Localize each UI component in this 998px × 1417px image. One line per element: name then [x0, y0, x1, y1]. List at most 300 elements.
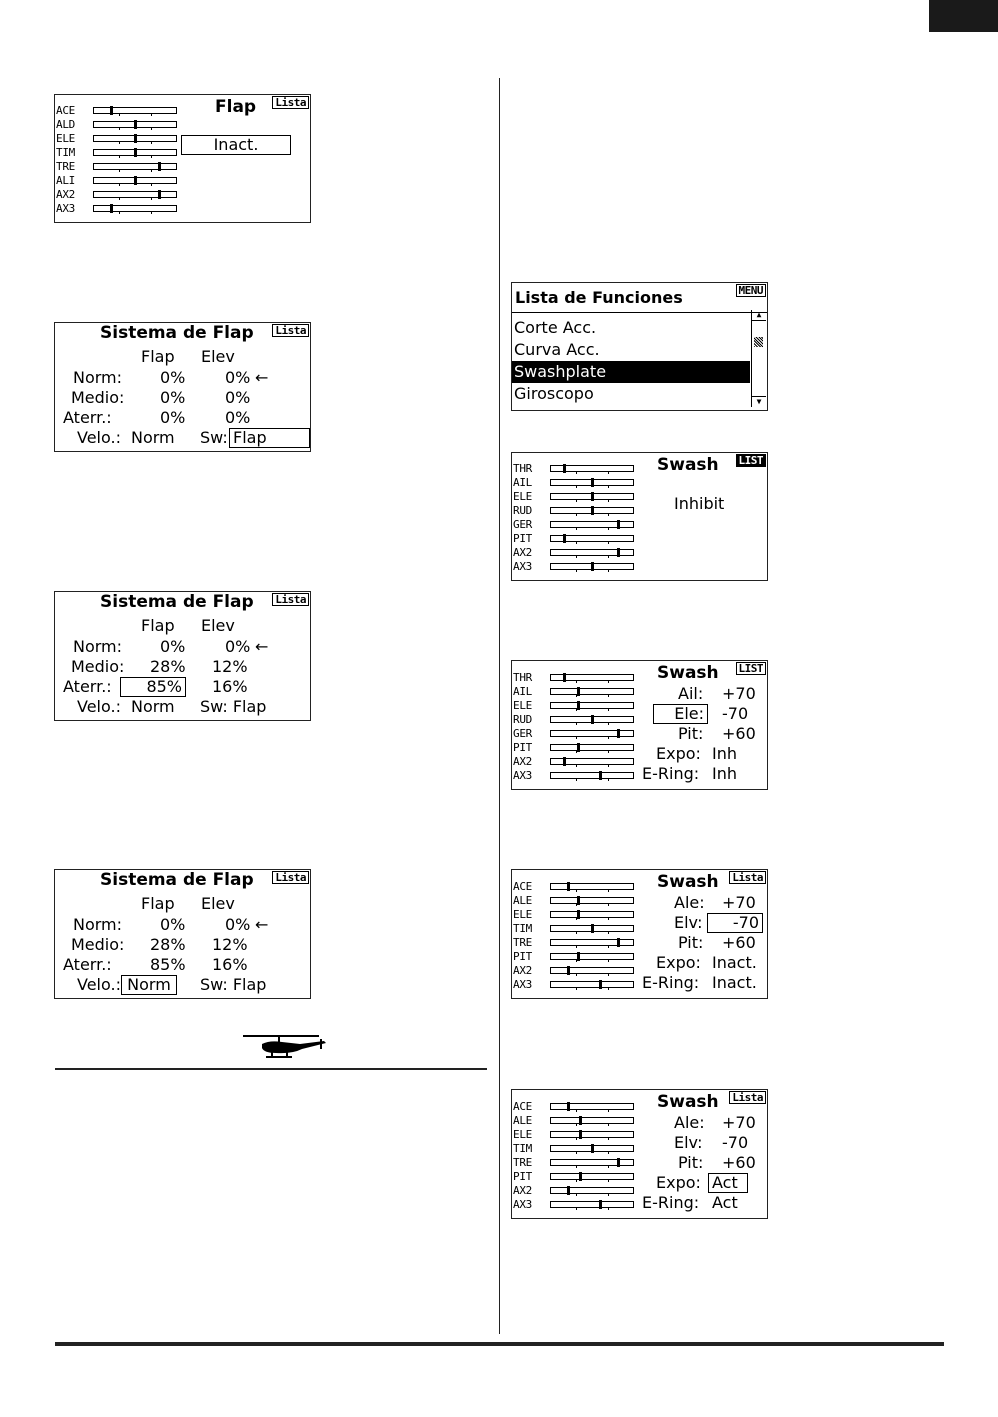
channel-bar [550, 939, 634, 946]
helicopter-icon [240, 1034, 330, 1062]
screen-title: Swash [657, 663, 719, 683]
channel-tick [119, 128, 120, 130]
channel-bar [550, 911, 634, 918]
channel-bar [550, 688, 634, 695]
channel-tick [608, 709, 609, 711]
channel-label: ALE [513, 1114, 532, 1127]
switch-text[interactable]: Sw: Flap [200, 697, 267, 716]
channel-label: RUD [513, 504, 532, 517]
channel-tick [151, 170, 152, 172]
channel-position-marker [599, 980, 602, 989]
elev-column-header: Elev [201, 347, 235, 366]
channel-bar [93, 149, 177, 156]
row-label: Aterr.: [63, 955, 112, 974]
channel-bar [550, 535, 634, 542]
channel-position-marker [599, 1200, 602, 1209]
channel-position-marker [577, 910, 580, 919]
channel-label: ACE [513, 1100, 532, 1113]
screen-title: Swash [657, 1092, 719, 1112]
screen-title: Sistema de Flap [100, 323, 254, 343]
list-item[interactable]: Curva Acc. [514, 340, 600, 359]
velo-value[interactable]: Norm [131, 428, 175, 447]
menu-badge[interactable]: MENU [736, 284, 767, 297]
channel-position-marker [563, 673, 566, 682]
channel-tick [576, 932, 577, 934]
channel-tick [576, 737, 577, 739]
channel-bar [550, 953, 634, 960]
channel-tick [151, 212, 152, 214]
elev-value[interactable]: 12% [212, 935, 248, 954]
swash-value[interactable]: +70 [722, 1113, 756, 1132]
channel-bar [93, 107, 177, 114]
channel-position-marker [158, 162, 161, 171]
channel-position-marker [591, 1144, 594, 1153]
channel-position-marker [563, 464, 566, 473]
channel-tick [151, 114, 152, 116]
elev-value[interactable]: 0% [225, 408, 251, 427]
channel-bar [550, 674, 634, 681]
channel-label: AX2 [56, 188, 75, 201]
flap-inhibit-screen [54, 94, 311, 223]
channel-tick [608, 1138, 609, 1140]
channel-label: ELE [513, 908, 532, 921]
channel-tick [151, 142, 152, 144]
channel-tick [608, 918, 609, 920]
channel-tick [608, 904, 609, 906]
switch-label: Sw: [200, 428, 228, 447]
channel-position-marker [599, 771, 602, 780]
channel-position-marker [617, 548, 620, 557]
channel-label: ACE [56, 104, 75, 117]
swash-value[interactable]: -70 [722, 1133, 749, 1152]
flap-value[interactable]: 0% [160, 637, 186, 656]
channel-position-marker [577, 687, 580, 696]
swash-label: Expo: [656, 953, 701, 972]
list-badge[interactable]: Lista [272, 96, 309, 109]
channel-bar [550, 897, 634, 904]
channel-label: THR [513, 671, 532, 684]
channel-bar [550, 883, 634, 890]
channel-tick [576, 1166, 577, 1168]
channel-label: ELE [56, 132, 75, 145]
channel-position-marker [591, 492, 594, 501]
channel-position-marker [134, 134, 137, 143]
flap-value[interactable]: 0% [160, 915, 186, 934]
channel-tick [576, 765, 577, 767]
channel-tick [608, 681, 609, 683]
channel-label: TIM [56, 146, 75, 159]
list-item-selected[interactable]: Swashplate [512, 361, 750, 383]
channel-tick [576, 1152, 577, 1154]
channel-position-marker [577, 952, 580, 961]
row-label: Medio: [71, 388, 125, 407]
channel-bar [93, 191, 177, 198]
arrow-indicator-icon: ← [255, 368, 269, 387]
swash-value[interactable]: +60 [722, 1153, 756, 1172]
channel-position-marker [567, 1186, 570, 1195]
channel-bar [550, 521, 634, 528]
channel-tick [119, 114, 120, 116]
elev-value[interactable]: 0% [225, 368, 251, 387]
channel-tick [608, 751, 609, 753]
channel-tick [576, 1194, 577, 1196]
channel-position-marker [134, 176, 137, 185]
swash-label: Expo: [656, 744, 701, 763]
swash-value-selected[interactable]: -70 [707, 913, 763, 933]
channel-tick [608, 960, 609, 962]
screen-title: Flap [215, 97, 257, 117]
channel-position-marker [617, 520, 620, 529]
velo-label: Velo.: [77, 697, 121, 716]
channel-label: AX2 [513, 1184, 532, 1197]
channel-bar [550, 716, 634, 723]
channel-tick [576, 542, 577, 544]
flap-value[interactable]: 0% [160, 388, 186, 407]
flap-value[interactable]: 0% [160, 408, 186, 427]
channel-position-marker [577, 701, 580, 710]
elev-value[interactable]: 16% [212, 677, 248, 696]
channel-label: AX3 [513, 769, 532, 782]
swash-value[interactable]: +70 [722, 684, 756, 703]
title-divider [512, 312, 767, 313]
channel-tick [119, 198, 120, 200]
channel-tick [576, 1138, 577, 1140]
channel-position-marker [591, 506, 594, 515]
channel-tick [608, 779, 609, 781]
channel-tick [576, 890, 577, 892]
channel-bar [93, 135, 177, 142]
channel-tick [608, 974, 609, 976]
channel-label: PIT [513, 532, 532, 545]
channel-tick [608, 528, 609, 530]
channel-tick [608, 486, 609, 488]
swash-label: Elv: [674, 1133, 703, 1152]
swash-label: Expo: [656, 1173, 701, 1192]
channel-bar [550, 1173, 634, 1180]
elev-value[interactable]: 16% [212, 955, 248, 974]
flap-value[interactable]: 0% [160, 368, 186, 387]
channel-label: ELE [513, 699, 532, 712]
channel-position-marker [617, 729, 620, 738]
channel-bar [550, 772, 634, 779]
screen-title: Sistema de Flap [100, 870, 254, 890]
channel-bar [550, 1117, 634, 1124]
channel-bar [550, 479, 634, 486]
list-item[interactable]: Giroscopo [514, 384, 594, 403]
channel-tick [608, 946, 609, 948]
swash-value[interactable]: -70 [722, 704, 749, 723]
elev-column-header: Elev [201, 616, 235, 635]
channel-bar [93, 121, 177, 128]
channel-bar [550, 981, 634, 988]
channel-tick [608, 570, 609, 572]
flap-column-header: Flap [141, 616, 175, 635]
channel-tick [119, 184, 120, 186]
switch-value-field[interactable]: Flap [229, 428, 310, 448]
page-tab-marker [929, 0, 998, 32]
channel-tick [576, 1208, 577, 1210]
row-label: Aterr.: [63, 408, 112, 427]
section-rule [55, 1068, 487, 1070]
channel-bar [93, 163, 177, 170]
channel-bar [550, 925, 634, 932]
channel-tick [608, 1152, 609, 1154]
channel-tick [608, 1208, 609, 1210]
channel-label: AIL [513, 685, 532, 698]
elev-value[interactable]: 0% [225, 637, 251, 656]
flap-column-header: Flap [141, 894, 175, 913]
swash-value-selected[interactable]: Act [708, 1173, 748, 1193]
channel-tick [576, 486, 577, 488]
channel-position-marker [134, 120, 137, 129]
flap-system-screen-2 [54, 591, 311, 721]
channel-tick [576, 570, 577, 572]
channel-tick [608, 765, 609, 767]
channel-bar [550, 465, 634, 472]
channel-tick [576, 723, 577, 725]
flap-value[interactable]: 28% [150, 657, 186, 676]
channel-bar [550, 493, 634, 500]
channel-tick [151, 156, 152, 158]
swash-label: E-Ring: [642, 1193, 700, 1212]
swash-value[interactable]: +60 [722, 933, 756, 952]
elev-column-header: Elev [201, 894, 235, 913]
channel-bar [550, 730, 634, 737]
channel-tick [576, 974, 577, 976]
channel-tick [608, 1194, 609, 1196]
channel-tick [608, 737, 609, 739]
channel-tick [608, 695, 609, 697]
velo-label: Velo.: [77, 428, 121, 447]
channel-label: ACE [513, 880, 532, 893]
screen-title: Swash [657, 455, 719, 475]
arrow-indicator-icon: ← [255, 637, 269, 656]
row-label: Aterr.: [63, 677, 112, 696]
channel-tick [576, 528, 577, 530]
channel-label: AX3 [513, 1198, 532, 1211]
flap-status-field[interactable]: Inact. [181, 135, 291, 155]
channel-tick [576, 946, 577, 948]
channel-tick [608, 723, 609, 725]
channel-label: AX3 [56, 202, 75, 215]
channel-bar [550, 1145, 634, 1152]
channel-tick [608, 890, 609, 892]
channel-position-marker [134, 148, 137, 157]
channel-position-marker [617, 938, 620, 947]
channel-label: AX2 [513, 964, 532, 977]
channel-label: GER [513, 518, 532, 531]
scroll-up-icon[interactable]: ▲ [752, 310, 766, 321]
swash-value[interactable]: +60 [722, 724, 756, 743]
channel-position-marker [567, 1102, 570, 1111]
swash-label: E-Ring: [642, 973, 700, 992]
screen-title: Swash [657, 872, 719, 892]
swash-value[interactable]: Act [712, 1193, 738, 1212]
swash-screen-es-1 [511, 869, 768, 999]
flap-value[interactable]: 85% [150, 955, 186, 974]
channel-tick [608, 514, 609, 516]
screen-title: Sistema de Flap [100, 592, 254, 612]
swash-label-selected[interactable]: Ele: [653, 704, 708, 724]
channel-bar [550, 1159, 634, 1166]
elev-value[interactable]: 0% [225, 388, 251, 407]
channel-label: THR [513, 462, 532, 475]
channel-label: AX2 [513, 755, 532, 768]
channel-tick [151, 128, 152, 130]
channel-bar [550, 1201, 634, 1208]
channel-label: TIM [513, 1142, 532, 1155]
list-badge[interactable]: LIST [736, 662, 767, 675]
swash-inhibit-screen [511, 452, 768, 581]
channel-label: TIM [513, 922, 532, 935]
channel-bar [93, 205, 177, 212]
channel-label: ELE [513, 1128, 532, 1141]
channel-label: TRE [513, 1156, 532, 1169]
channel-label: PIT [513, 950, 532, 963]
screen-title: Lista de Funciones [515, 288, 683, 307]
swash-value[interactable]: Inh [712, 744, 737, 763]
scroll-thumb[interactable] [754, 337, 763, 347]
list-badge[interactable]: LIST [736, 454, 767, 467]
channel-position-marker [591, 924, 594, 933]
channel-bar [550, 1131, 634, 1138]
row-label: Norm: [73, 637, 123, 656]
swash-value[interactable]: Inh [712, 764, 737, 783]
flap-system-screen-3 [54, 869, 311, 999]
channel-tick [608, 932, 609, 934]
scroll-down-icon[interactable]: ▼ [752, 396, 766, 407]
channel-bar [550, 507, 634, 514]
channel-label: RUD [513, 713, 532, 726]
channel-tick [151, 184, 152, 186]
channel-label: TRE [513, 936, 532, 949]
channel-label: AIL [513, 476, 532, 489]
flap-system-screen-1 [54, 322, 311, 452]
footer-rule [55, 1342, 944, 1346]
swash-label: Ale: [674, 893, 705, 912]
velo-label: Velo.: [77, 975, 121, 994]
row-label: Norm: [73, 368, 123, 387]
channel-position-marker [110, 106, 113, 115]
channel-label: ELE [513, 490, 532, 503]
elev-value[interactable]: 0% [225, 915, 251, 934]
list-item[interactable]: Corte Acc. [514, 318, 597, 337]
list-badge[interactable]: Lista [729, 1091, 766, 1104]
channel-label: AX3 [513, 978, 532, 991]
channel-tick [119, 170, 120, 172]
swash-label: Pit: [678, 1153, 704, 1172]
switch-text[interactable]: Sw: Flap [200, 975, 267, 994]
channel-tick [119, 212, 120, 214]
channel-tick [576, 1110, 577, 1112]
swash-label: E-Ring: [642, 764, 700, 783]
channel-bar [550, 563, 634, 570]
channel-label: ALD [56, 118, 75, 131]
channel-tick [576, 500, 577, 502]
channel-position-marker [563, 757, 566, 766]
list-badge[interactable]: Lista [272, 324, 309, 337]
list-badge[interactable]: Lista [729, 871, 766, 884]
channel-tick [119, 142, 120, 144]
list-badge[interactable]: Lista [272, 593, 309, 606]
swash-value[interactable]: +70 [722, 893, 756, 912]
swash-value[interactable]: Inact. [712, 973, 757, 992]
channel-position-marker [563, 534, 566, 543]
flap-column-header: Flap [141, 347, 175, 366]
channel-label: PIT [513, 1170, 532, 1183]
channel-tick [576, 556, 577, 558]
channel-tick [608, 1166, 609, 1168]
channel-position-marker [577, 743, 580, 752]
swash-label: Pit: [678, 724, 704, 743]
channel-label: AX3 [513, 560, 532, 573]
channel-position-marker [579, 1172, 582, 1181]
channel-position-marker [591, 478, 594, 487]
flap-value-selected[interactable]: 85% [120, 677, 186, 697]
channel-bar [550, 1187, 634, 1194]
channel-position-marker [591, 562, 594, 571]
channel-bar [550, 549, 634, 556]
channel-position-marker [158, 190, 161, 199]
swash-label: Ail: [678, 684, 704, 703]
row-label: Medio: [71, 657, 125, 676]
swash-value[interactable]: Inact. [712, 953, 757, 972]
row-label: Medio: [71, 935, 125, 954]
elev-value[interactable]: 12% [212, 657, 248, 676]
channel-bar [550, 744, 634, 751]
row-label: Norm: [73, 915, 123, 934]
swash-status[interactable]: Inhibit [674, 494, 725, 513]
scrollbar[interactable] [751, 310, 766, 407]
channel-tick [576, 1180, 577, 1182]
channel-label: AX2 [513, 546, 532, 559]
channel-position-marker [617, 1158, 620, 1167]
channel-tick [608, 556, 609, 558]
function-list-screen [511, 282, 768, 411]
channel-position-marker [567, 966, 570, 975]
channel-tick [119, 156, 120, 158]
channel-bar [550, 702, 634, 709]
channel-tick [608, 1180, 609, 1182]
channel-position-marker [567, 882, 570, 891]
channel-tick [608, 542, 609, 544]
channel-tick [608, 1124, 609, 1126]
arrow-indicator-icon: ← [255, 915, 269, 934]
channel-label: ALE [513, 894, 532, 907]
channel-tick [576, 681, 577, 683]
velo-value[interactable]: Norm [131, 697, 175, 716]
channel-label: PIT [513, 741, 532, 754]
channel-bar [550, 967, 634, 974]
channel-position-marker [110, 204, 113, 213]
velo-value-selected[interactable]: Norm [121, 975, 177, 995]
channel-position-marker [579, 1130, 582, 1139]
channel-tick [608, 472, 609, 474]
swash-screen-en [511, 660, 768, 790]
channel-position-marker [579, 1116, 582, 1125]
channel-tick [608, 1110, 609, 1112]
list-badge[interactable]: Lista [272, 871, 309, 884]
column-divider [499, 78, 500, 1334]
channel-bar [550, 758, 634, 765]
channel-tick [576, 1124, 577, 1126]
channel-tick [576, 514, 577, 516]
swash-label: Elv: [674, 913, 703, 932]
function-list [512, 317, 750, 405]
channel-label: ALI [56, 174, 75, 187]
channel-label: GER [513, 727, 532, 740]
flap-value[interactable]: 28% [150, 935, 186, 954]
